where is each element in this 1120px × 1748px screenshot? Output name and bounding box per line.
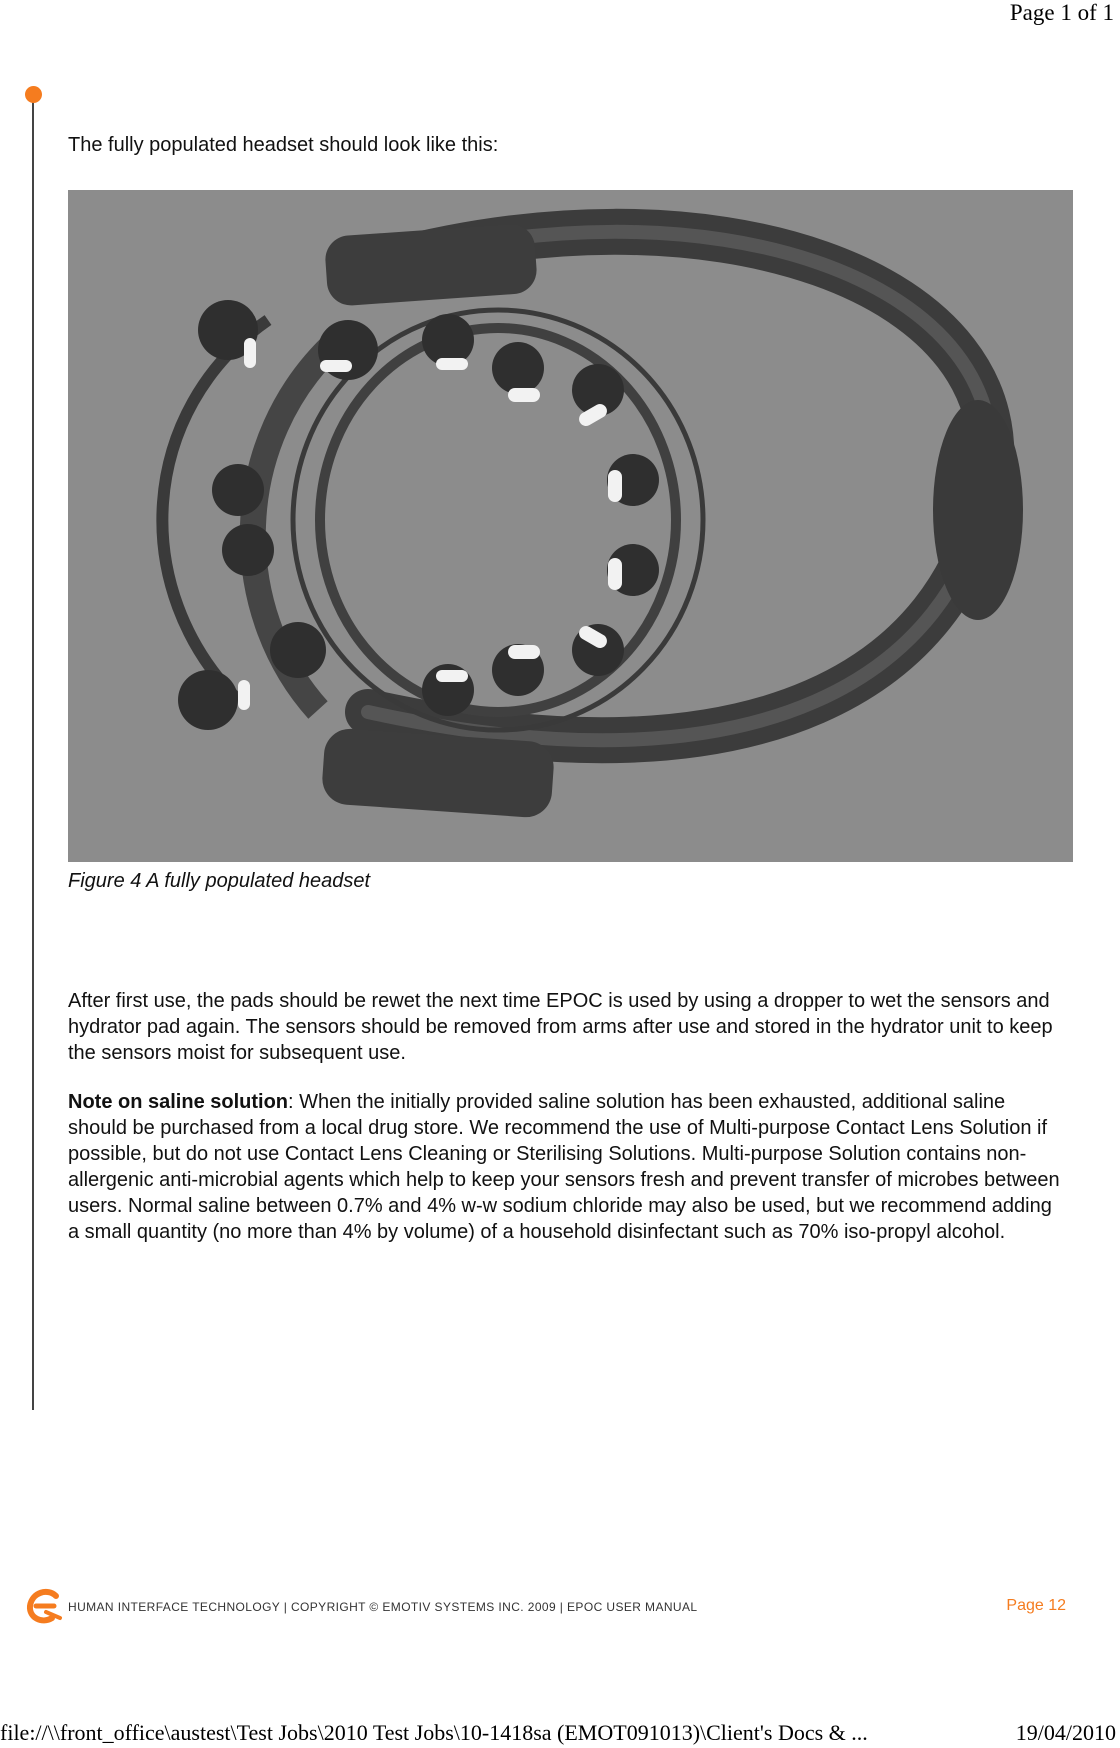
footer-copyright: HUMAN INTERFACE TECHNOLOGY | COPYRIGHT © EMOTIV SYSTEMS INC. 2009 | EPOC USER MANUAL: [68, 1600, 698, 1614]
page-indicator: Page 1 of 1: [1009, 0, 1114, 25]
paragraph-saline-note: [68, 1089, 1068, 1245]
headset-figure: [68, 190, 1073, 862]
emotiv-logo-icon: [26, 1588, 64, 1624]
manual-footer: [26, 1588, 1066, 1624]
margin-dot: [25, 86, 42, 103]
file-path: file://\\front_office\austest\Test Jobs\2010 Test Jobs\10-1418sa (EMOT091013)\Client's Docs & ...: [0, 1720, 868, 1745]
figure-caption: Figure 4 A fully populated headset: [68, 870, 371, 892]
headset-illustration: [68, 190, 1073, 862]
footer-page-number: Page 12: [1006, 1597, 1066, 1614]
intro-text: The fully populated headset should look like this:: [68, 134, 499, 156]
note-text: : When the initially provided saline solution has been exhausted, additional saline should be purchased from a local drug store. We recommend the use of Multi-purpose Contact Lens Solution if possible, but do not use Contact Lens Cleaning or Sterilising Solutions. Multi-purpose Solution contains non-allergenic anti-microbial agents which help to keep your sensors fresh and prevent transfer of microbes between users. Normal saline between 0.7% and 4% w-w sodium chloride may also be used, but we recommend adding a small quantity (no more than 4% by volume) of a household disinfectant such as 70% iso-propyl alcohol.: [68, 1091, 1060, 1243]
margin-rule: [32, 96, 34, 1410]
print-date: 19/04/2010: [1015, 1720, 1116, 1745]
note-label: Note on saline solution: [68, 1091, 289, 1113]
paragraph-rewet: After first use, the pads should be rewet the next time EPOC is used by using a dropper to wet the sensors and hydrator pad again. The sensors should be removed from arms after use and stored in the hydrator unit to keep the sensors moist for subsequent use.: [68, 990, 1053, 1064]
